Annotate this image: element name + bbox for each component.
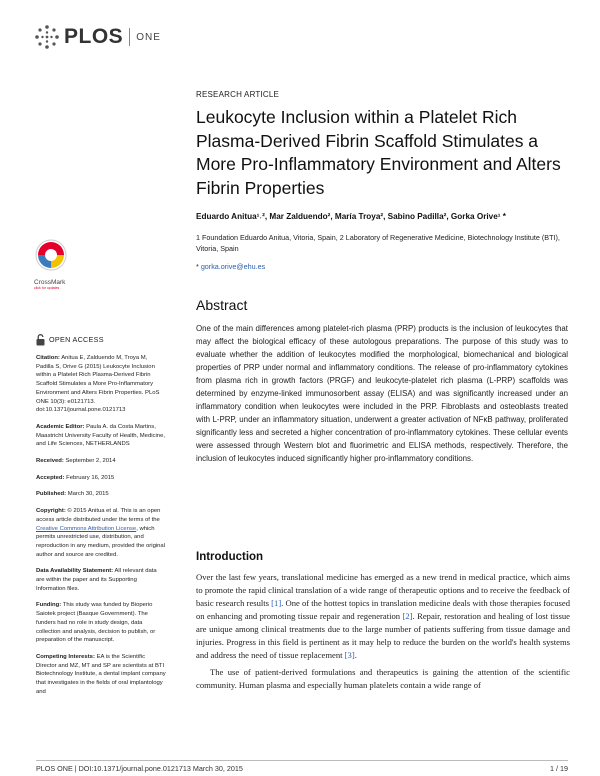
competing-interests-text: EA is the Scientific Director and MZ, MT and SP are scientists at BTI Biotechnology Institute, a dental implant company that investigates in the fields of oral implantology and <box>36 653 166 695</box>
data-availability-text: All relevant data are within the paper and its Supporting Information files. <box>36 568 157 592</box>
reference-link-1[interactable]: [1] <box>271 598 282 608</box>
page-number: 1 / 19 <box>550 764 568 773</box>
published-block <box>36 490 166 499</box>
accepted-block <box>36 474 166 483</box>
competing-interests-label: Competing Interests: <box>36 653 95 660</box>
crossmark-sublabel: click for updates <box>34 286 60 290</box>
funding-block <box>36 601 166 645</box>
crossmark-badge[interactable] <box>34 238 70 290</box>
reference-link-3[interactable]: [3] <box>344 650 355 660</box>
copyright-block <box>36 507 166 559</box>
received-date: September 2, 2014 <box>65 458 116 465</box>
intro-paragraph-2: The use of patient-derived formulations and therapeutics is gaining the attention of the scientific community. Human plasma and especially human platelets contain a wide range of <box>196 667 570 690</box>
introduction-heading: Introduction <box>196 551 264 563</box>
crossmark-label: CrossMark <box>34 279 66 286</box>
open-lock-icon <box>36 334 45 346</box>
reference-link-2[interactable]: [2] <box>402 611 413 621</box>
data-availability-block <box>36 567 166 593</box>
editor-label: Academic Editor: <box>36 423 85 430</box>
competing-interests-block <box>36 653 166 697</box>
intro-paragraph-1 <box>196 571 570 662</box>
author-list: Eduardo Anitua¹˒², Mar Zalduendo², María Troya², Sabino Padilla², Gorka Orive¹ * <box>196 212 506 221</box>
intro-text: . One of the hottest topics in translation medicine deals with those therapies focused on enhancing and promoting tissue repair and regeneration <box>196 598 570 621</box>
received-block <box>36 457 166 466</box>
published-label: Published: <box>36 491 67 498</box>
affiliations: 1 Foundation Eduardo Anitua, Vitoria, Spain, 2 Laboratory of Regenerative Medicine, Biotechnology Institute (BTI), Vitoria, Spain <box>196 233 560 253</box>
article-sidebar <box>36 334 166 705</box>
funding-text: This study was funded by Bioperio Saiotek project (Basque Government). The funders had no role in study design, data collection and analysis, decision to publish, or preparation of the manuscript. <box>36 602 156 644</box>
journal-sub: ONE <box>136 31 161 43</box>
intro-text: . <box>354 650 357 660</box>
correspondence-star: * <box>196 262 199 271</box>
received-label: Received: <box>36 458 64 465</box>
abstract-heading: Abstract <box>196 297 248 313</box>
copyright-label: Copyright: <box>36 508 66 515</box>
journal-brand: PLOS <box>64 25 124 48</box>
license-link[interactable]: Creative Commons Attribution License <box>36 525 137 532</box>
citation-label: Citation: <box>36 355 60 361</box>
plos-dots-icon <box>34 24 60 50</box>
copyright-text-a: © 2015 Anitua et al. This is an open access article distributed under the terms of the <box>36 508 161 523</box>
editor-block <box>36 423 166 449</box>
citation-text: Anitua E, Zalduendo M, Troya M, Padilla S, Orive G (2015) Leukocyte Inclusion within a Platelet Rich Plasma-Derived Fibrin Scaffold Stimulates a More Pro-Inflammatory Environment and Alters Fibrin Properties. PLoS ONE 10(3): e0121713. doi:10.1371/journal.pone.0121713 <box>36 355 160 414</box>
journal-logo[interactable] <box>34 24 161 50</box>
article-title: Leukocyte Inclusion within a Platelet Rich Plasma-Derived Fibrin Scaffold Stimulates a More Pro-Inflammatory Environment and Alters Fibrin Properties <box>196 107 561 198</box>
logo-divider <box>129 28 130 46</box>
abstract-text: One of the main differences among platelet-rich plasma (PRP) products is the inclusion of leukocytes that may affect the biological efficacy of these autologous preparations. The purpose of this study was to evaluate whether the addition of leukocytes modified the morphological, biomechanical and biological properties of PRP under normal and inflammatory conditions. The release of pro-inflammatory cytokines from plasma rich in growth factors (PRGF) and leukocyte-platelet rich plasma (L-PRP) scaffolds was determined by enzyme-linked immunosorbent assay (ELISA) and was significantly increased under an inflammatory condition when leukocytes were included in the PRP. Fibroblasts and osteoblasts treated with L-PRP, under an inflammatory situation, underwent a greater activation of NFκB pathway, proliferated significantly less and secreted a higher concentration of pro-inflammatory cytokines. These cellular events were assessed through Western blot and fluorimetric and ELISA methods, respectively. Therefore, the inclusion of leukocytes induced significantly higher pro-inflammatory conditions. <box>196 324 568 463</box>
correspondence-email[interactable]: gorka.orive@ehu.es <box>200 262 266 271</box>
footer-divider <box>36 760 568 761</box>
article-type: RESEARCH ARTICLE <box>196 90 280 99</box>
intro-text: Over the last few years, translational medicine has emerged as a new trend in medical practice, which aims to promote the rapid clinical translation of a wide range of therapeutic options and to receive the feedback of basic research results <box>196 572 570 608</box>
editor-text: Paula A. da Costa Martins, Maastricht University Faculty of Health, Medicine, and Life Sciences, NETHERLANDS <box>36 423 165 448</box>
intro-text: . Repair, restoration and healing of lost tissue are unique among clinical treatments due to the large number of patients suffering from tissue damage and injuries. Progress in this field is pertinent as it may help to reduce the burden on the world's health systems and address the need of tissue replacement <box>196 611 570 660</box>
crossmark-icon <box>34 238 68 272</box>
copyright-text-b: , which permits unrestricted use, distribution, and reproduction in any medium, provided the original author and source are credited. <box>36 525 166 558</box>
data-availability-label: Data Availability Statement: <box>36 568 114 575</box>
accepted-date: February 16, 2015 <box>66 474 115 481</box>
accepted-label: Accepted: <box>36 474 65 481</box>
introduction-body <box>196 571 570 692</box>
open-access-badge <box>36 334 166 346</box>
citation-block <box>36 354 166 415</box>
published-date: March 30, 2015 <box>67 491 109 498</box>
footer-citation: PLOS ONE | DOI:10.1371/journal.pone.0121713 March 30, 2015 <box>36 764 243 773</box>
correspondence <box>196 262 265 271</box>
open-access-label: OPEN ACCESS <box>49 334 104 344</box>
funding-label: Funding: <box>36 602 62 609</box>
